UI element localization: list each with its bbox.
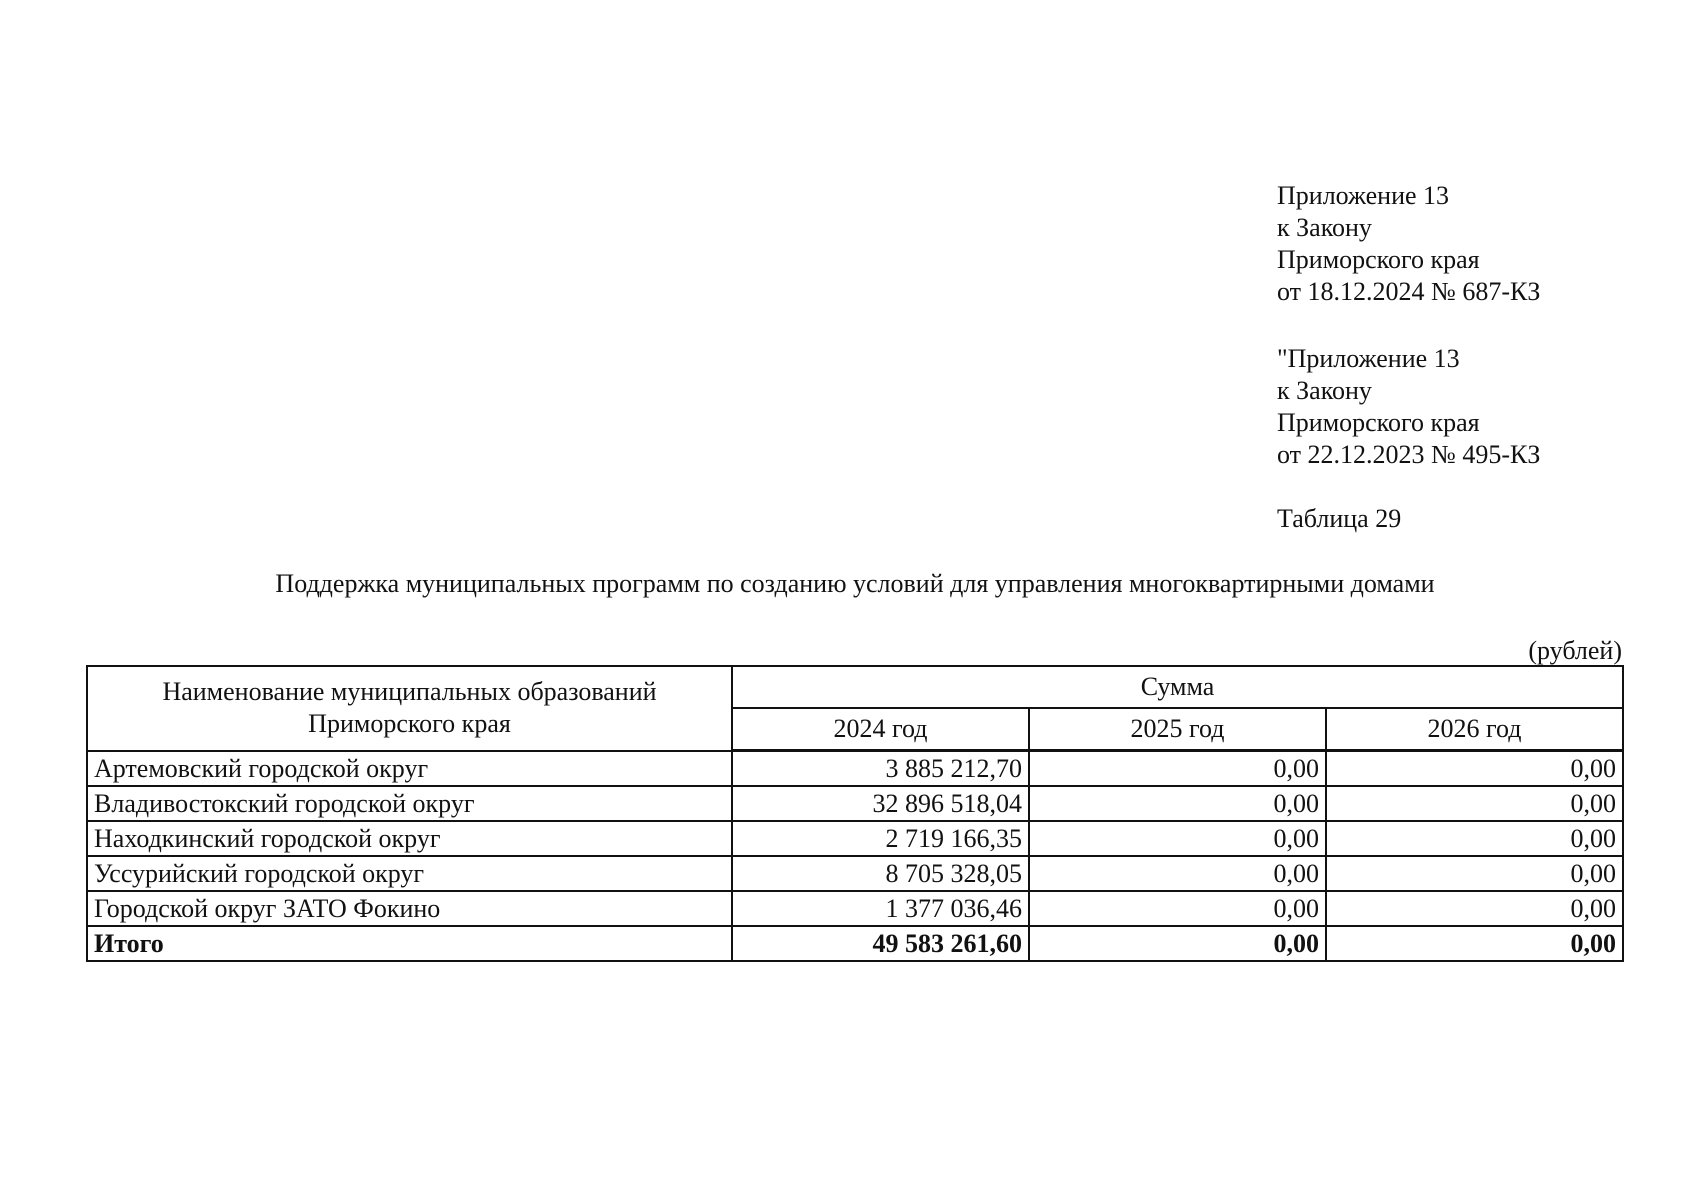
amount-2025: 0,00 — [1029, 786, 1326, 821]
table-row — [87, 786, 1623, 821]
amount-2024: 8 705 328,05 — [732, 856, 1029, 891]
table-row — [87, 891, 1623, 926]
document-title: Поддержка муниципальных программ по созданию условий для управления многоквартирными домами — [275, 569, 1435, 598]
amount-2026: 0,00 — [1326, 751, 1623, 787]
appendix-line: к Закону — [1277, 376, 1372, 405]
header-sum: Сумма — [732, 666, 1623, 708]
amount-2025: 0,00 — [1029, 856, 1326, 891]
amount-2024: 2 719 166,35 — [732, 821, 1029, 856]
amount-2025: 0,00 — [1029, 751, 1326, 787]
municipality-name: Находкинский городской округ — [87, 821, 732, 856]
appendix-line: Приморского края — [1277, 245, 1480, 274]
municipality-name: Владивостокский городской округ — [87, 786, 732, 821]
table-total-row — [87, 926, 1623, 961]
total-2026: 0,00 — [1326, 926, 1623, 961]
appendix-line: к Закону — [1277, 213, 1372, 242]
amount-2026: 0,00 — [1326, 891, 1623, 926]
table-row — [87, 856, 1623, 891]
header-year-2024: 2024 год — [732, 708, 1029, 751]
municipality-name: Артемовский городской округ — [87, 751, 732, 787]
amount-2024: 1 377 036,46 — [732, 891, 1029, 926]
budget-table — [86, 665, 1624, 962]
appendix-reference-original — [1277, 343, 1540, 471]
appendix-line: Приморского края — [1277, 408, 1480, 437]
table-number: Таблица 29 — [1277, 504, 1402, 533]
total-label: Итого — [87, 926, 732, 961]
appendix-line: от 18.12.2024 № 687-КЗ — [1277, 277, 1541, 306]
appendix-line: "Приложение 13 — [1277, 344, 1460, 373]
amount-2026: 0,00 — [1326, 821, 1623, 856]
amount-2025: 0,00 — [1029, 891, 1326, 926]
amount-2024: 32 896 518,04 — [732, 786, 1029, 821]
header-year-2025: 2025 год — [1029, 708, 1326, 751]
units-label: (рублей) — [1528, 636, 1622, 665]
amount-2026: 0,00 — [1326, 786, 1623, 821]
table-row — [87, 821, 1623, 856]
appendix-line: Приложение 13 — [1277, 181, 1450, 210]
total-2024: 49 583 261,60 — [732, 926, 1029, 961]
total-2025: 0,00 — [1029, 926, 1326, 961]
table-row — [87, 751, 1623, 787]
header-year-2026: 2026 год — [1326, 708, 1623, 751]
municipality-name: Уссурийский городской округ — [87, 856, 732, 891]
municipality-name: Городской округ ЗАТО Фокино — [87, 891, 732, 926]
header-municipality: Наименование муниципальных образований Приморского края — [87, 666, 732, 751]
amount-2025: 0,00 — [1029, 821, 1326, 856]
appendix-line: от 22.12.2023 № 495-КЗ — [1277, 440, 1541, 469]
amount-2026: 0,00 — [1326, 856, 1623, 891]
amount-2024: 3 885 212,70 — [732, 751, 1029, 787]
appendix-reference-current — [1277, 180, 1540, 308]
